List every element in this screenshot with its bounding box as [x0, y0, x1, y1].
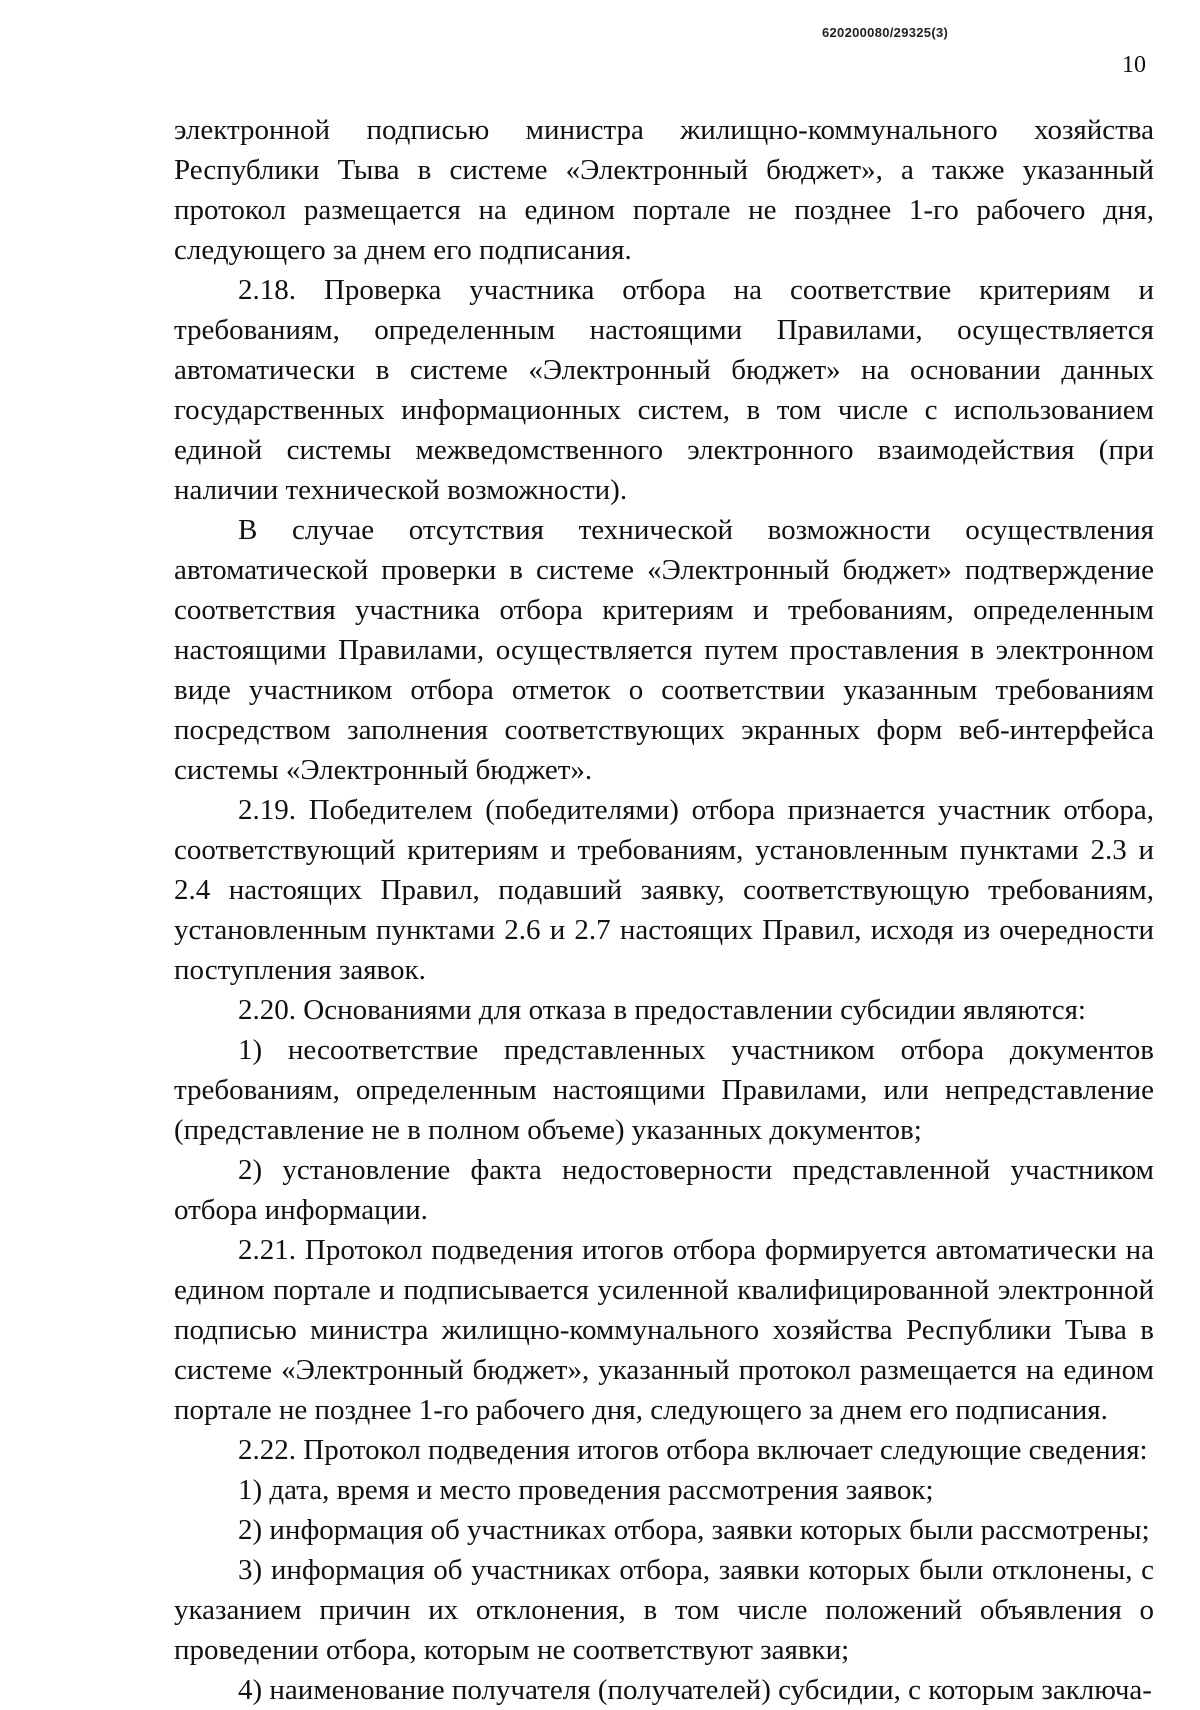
- paragraph-2-18: 2.18. Проверка участника отбора на соответствие критериям и требованиям, определенным настоящими Правилами, осуществляется автоматически в системе «Электронный бюджет» на основании данных государственных информационных систем, в том числе с использованием единой системы межведомственного электронного взаимодействия (при наличии технической возможности).: [174, 274, 1154, 506]
- paragraph-2-22-item-3: 3) информация об участниках отбора, заявки которых были отклонены, с указанием причин их отклонения, в том числе положений объявления о проведении отбора, которым не соответствуют заявки;: [174, 1554, 1154, 1666]
- paragraph-2-22: 2.22. Протокол подведения итогов отбора включает следующие сведения:: [238, 1434, 1148, 1466]
- paragraph-2-22-item-2: 2) информация об участниках отбора, заявки которых были рассмотрены;: [238, 1514, 1150, 1546]
- paragraph-2-20-item-1: 1) несоответствие представленных участником отбора документов требованиям, определенным настоящими Правилами, или непредставление (представление не в полном объеме) указанных документов;: [174, 1034, 1154, 1146]
- paragraph-2-22-item-4: 4) наименование получателя (получателей) субсидии, с которым заключа-: [238, 1674, 1152, 1706]
- paragraph-continuation: электронной подписью министра жилищно-коммунального хозяйства Республики Тыва в системе «Электронный бюджет», а также указанный протокол размещается на едином портале не позднее 1-го рабочего дня, следующего за днем его подписания.: [174, 114, 1154, 266]
- paragraph-2-20: 2.20. Основаниями для отказа в предоставлении субсидии являются:: [238, 994, 1086, 1026]
- page-number: 10: [1122, 52, 1146, 78]
- paragraph-2-21: 2.21. Протокол подведения итогов отбора формируется автоматически на едином портале и подписывается усиленной квалифицированной электронной подписью министра жилищно-коммунального хозяйства Республики Тыва в системе «Электронный бюджет», указанный протокол размещается на едином портале не позднее 1-го рабочего дня, следующего за днем его подписания.: [174, 1234, 1154, 1426]
- paragraph-2-20-item-2: 2) установление факта недостоверности представленной участником отбора информации.: [174, 1154, 1154, 1226]
- paragraph-2-19: 2.19. Победителем (победителями) отбора признается участник отбора, соответствующий критериям и требованиям, установленным пунктами 2.3 и 2.4 настоящих Правил, подавший заявку, соответствующую требованиям, установленным пунктами 2.6 и 2.7 настоящих Правил, исходя из очередности поступления заявок.: [174, 794, 1154, 986]
- document-code: 620200080/29325(3): [822, 25, 949, 40]
- paragraph-2-18-no-tech: В случае отсутствия технической возможности осуществления автоматической проверки в системе «Электронный бюджет» подтверждение соответствия участника отбора критериям и требованиям, определенным настоящими Правилами, осуществляется путем проставления в электронном виде участником отбора отметок о соответствии указанным требованиям посредством заполнения соответствующих экранных форм веб-интерфейса системы «Электронный бюджет».: [174, 514, 1154, 786]
- paragraph-2-22-item-1: 1) дата, время и место проведения рассмотрения заявок;: [238, 1474, 934, 1506]
- document-body: [174, 110, 1154, 1710]
